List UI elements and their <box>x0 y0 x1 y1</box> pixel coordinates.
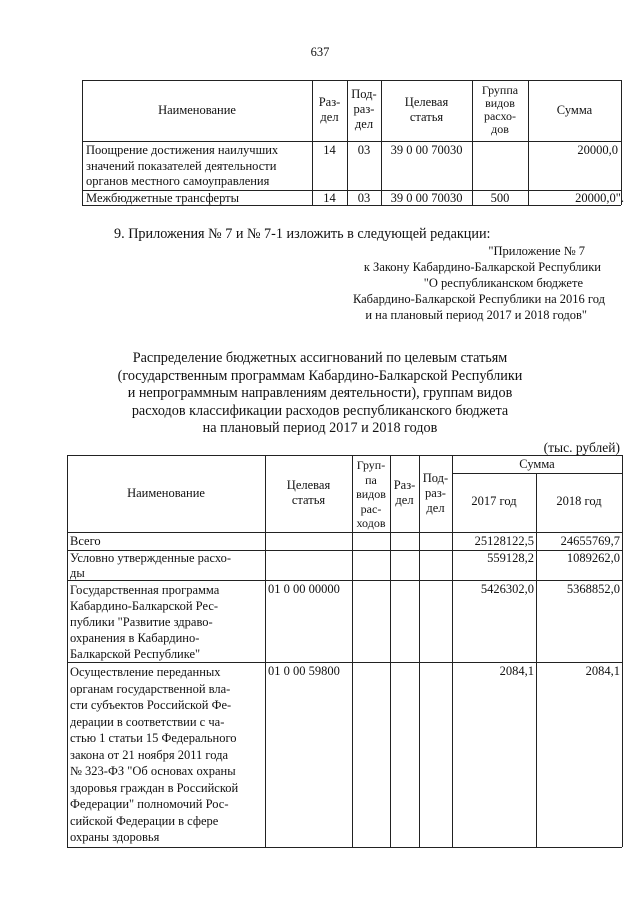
units-label: (тыс. рублей) <box>543 440 620 455</box>
table-2-cell-target: 01 0 00 00000 <box>268 582 340 596</box>
table-2-col-line <box>390 455 391 847</box>
table-1-header-border <box>82 141 621 142</box>
table-2-header-2018: 2018 год <box>556 494 602 508</box>
table-1-cell-section: 14 <box>323 191 336 205</box>
table-1-header-name: Наименование <box>158 103 236 117</box>
table-2-header-target: Целевая статья <box>286 478 331 507</box>
page-number: 637 <box>310 45 330 59</box>
table-1-cell-section: 14 <box>323 143 336 157</box>
table-2-col-line <box>536 473 537 847</box>
table-2-header-2017: 2017 год <box>471 494 517 508</box>
table-2-row-border <box>67 662 622 663</box>
table-2-cell-target: 01 0 00 59800 <box>268 664 340 678</box>
table-1-header-subsection: Под- раз- дел <box>351 87 377 131</box>
appendix-line-4: Кабардино-Балкарской Республики на 2016 год <box>352 292 605 306</box>
table-2-cell-2018: 24655769,7 <box>560 534 620 548</box>
table-1-cell-subsection: 03 <box>357 191 371 205</box>
table-2-cell-2018: 5368852,0 <box>566 582 620 596</box>
table-1-cell-sum: 20000,0 <box>577 143 618 157</box>
table-1-top-border <box>82 80 621 81</box>
table-2-cell-2018: 2084,1 <box>585 664 620 678</box>
table-1-cell-sum: 20000,0". <box>575 191 624 205</box>
table-2-cell-name: Условно утвержденные расхо- ды <box>70 551 232 580</box>
appendix-line-2: к Закону Кабардино-Балкарской Республики <box>363 260 601 274</box>
table-1-cell-name: Поощрение достижения наилучших значений показателей деятельности органов местного самоуправления <box>86 143 279 188</box>
table-2-cell-2017: 2084,1 <box>499 664 534 678</box>
table-1-header-section: Раз- дел <box>318 95 341 124</box>
table-2-cell-2017: 25128122,5 <box>474 534 534 548</box>
table-2-cell-2018: 1089262,0 <box>566 551 620 565</box>
table-1-header-sum: Сумма <box>556 103 593 117</box>
table-1-cell-group: 500 <box>490 191 510 205</box>
table-1-cell-target: 39 0 00 70030 <box>390 143 463 157</box>
table-1-header-group: Группа видов расхо- дов <box>481 83 519 136</box>
paragraph-9: 9. Приложения № 7 и № 7-1 изложить в следующей редакции: <box>114 226 491 242</box>
appendix-line-1: "Приложение № 7 <box>488 244 585 258</box>
appendix-line-5: и на плановый период 2017 и 2018 годов" <box>365 308 587 322</box>
table-1-cell-target: 39 0 00 70030 <box>390 191 463 205</box>
table-1-cell-subsection: 03 <box>357 143 371 157</box>
appendix-line-3: "О республиканском бюджете <box>423 276 583 290</box>
table-2-cell-name: Государственная программа Кабардино-Балкарской Рес- публики "Развитие здраво- охранения в Кабардино- Балкарской Республике" <box>70 583 220 661</box>
table-2-top-border <box>67 455 622 456</box>
table-2-header-subsection: Под- раз- дел <box>422 471 449 515</box>
table-2-cell-2017: 5426302,0 <box>480 582 534 596</box>
table-2-header-border <box>67 532 622 533</box>
table-2-header-sum: Сумма <box>519 457 555 471</box>
table-1-col-line <box>621 80 622 205</box>
table-1-cell-name: Межбюджетные трансферты <box>86 191 240 205</box>
table-2-sum-subheader-border <box>452 473 622 474</box>
table-1-col-line <box>82 80 83 205</box>
table-2-col-line <box>67 455 68 847</box>
table-2-col-line <box>452 455 453 847</box>
table-2-header-name: Наименование <box>127 486 205 500</box>
table-2-cell-name: Осуществление переданных органам государственной вла- сти субъектов Российской Фе- дерации в соответствии с ча- стью 1 статьи 15 Федерального закона от 21 ноября 2011 года № 323-ФЗ "Об основах охраны здоровья граждан в Российской Федерации" полномочий Рос- сийской Федерации в сфере охраны здоровья <box>70 665 239 844</box>
table-1-header-target: Целевая статья <box>404 95 449 124</box>
table-2-header-section: Раз- дел <box>393 478 416 507</box>
table-2-cell-2017: 559128,2 <box>487 551 534 565</box>
table-2-header-group: Груп- па видов рас- ходов <box>356 458 386 530</box>
table-2-bottom-border <box>67 847 622 848</box>
table-2-cell-name: Всего <box>70 534 101 548</box>
table-2-col-line <box>622 455 623 847</box>
document-title: Распределение бюджетных ассигнований по целевым статьям (государственным программам Кабардино-Балкарской Республики и непрограммным направлениям деятельности), группам видов расходов классификации расходов республиканского бюджета на плановый период 2017 и 2018 годов <box>117 350 523 436</box>
